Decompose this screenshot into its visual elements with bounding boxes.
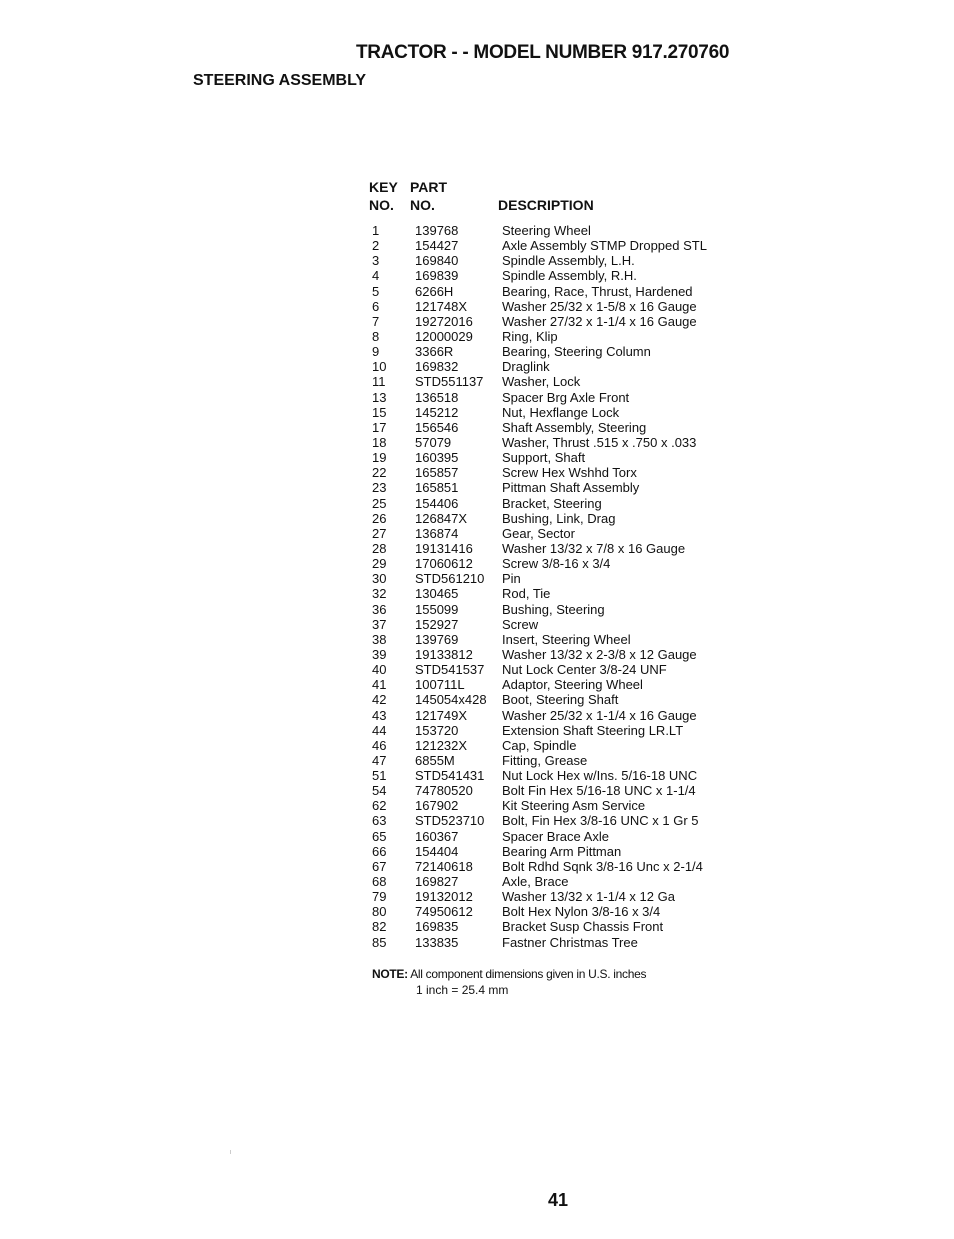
key-number: 1 xyxy=(372,223,380,238)
table-row xyxy=(372,708,752,723)
table-row xyxy=(372,813,752,828)
table-row xyxy=(372,829,752,844)
key-number: 8 xyxy=(372,328,380,344)
table-row xyxy=(372,919,752,934)
part-description: Fitting, Grease xyxy=(502,752,588,768)
scan-mark xyxy=(230,1150,231,1154)
part-description: Washer 25/32 x 1-5/8 x 16 Gauge xyxy=(502,298,697,314)
table-row xyxy=(372,753,752,768)
key-number: 5 xyxy=(372,283,380,299)
key-number: 65 xyxy=(372,828,387,844)
key-number: 25 xyxy=(372,495,387,511)
part-description: Bushing, Link, Drag xyxy=(502,510,616,526)
part-description: Nut, Hexflange Lock xyxy=(502,404,620,420)
part-number: 169832 xyxy=(415,359,459,375)
table-row xyxy=(372,526,752,541)
part-number: 17060612 xyxy=(415,556,473,572)
table-row xyxy=(372,556,752,571)
note xyxy=(372,966,646,982)
table-row xyxy=(372,405,752,420)
table-row xyxy=(372,253,752,268)
table-row xyxy=(372,450,752,465)
key-number: 46 xyxy=(372,737,387,753)
part-description: Washer, Lock xyxy=(502,374,581,390)
part-description: Cap, Spindle xyxy=(502,737,577,753)
key-number: 68 xyxy=(372,874,387,890)
part-description: Washer 13/32 x 7/8 x 16 Gauge xyxy=(502,540,686,556)
part-number: 74950612 xyxy=(415,904,473,920)
part-description: Adaptor, Steering Wheel xyxy=(502,677,643,693)
part-number: 169839 xyxy=(415,268,459,284)
part-number: 152927 xyxy=(415,616,459,632)
part-number: 3366R xyxy=(415,344,454,360)
key-number: 3 xyxy=(372,253,380,269)
key-number: 47 xyxy=(372,752,387,768)
table-row xyxy=(372,647,752,662)
part-description: Gear, Sector xyxy=(502,525,575,541)
part-description: Bearing, Race, Thrust, Hardened xyxy=(502,283,693,299)
part-number: 19133812 xyxy=(415,646,473,662)
part-number: STD551137 xyxy=(415,374,484,390)
part-description: Spindle Assembly, L.H. xyxy=(502,253,635,269)
part-number: 133835 xyxy=(415,934,459,950)
key-number: 32 xyxy=(372,586,387,602)
part-number: 72140618 xyxy=(415,858,473,874)
part-number: 165857 xyxy=(415,465,459,481)
key-number: 66 xyxy=(372,843,387,859)
part-description: Pittman Shaft Assembly xyxy=(502,480,640,496)
key-number: 42 xyxy=(372,692,387,708)
part-description: Washer, Thrust .515 x .750 x .033 xyxy=(502,434,697,450)
part-number: 6855M xyxy=(415,752,455,768)
part-description: Washer 25/32 x 1-1/4 x 16 Gauge xyxy=(502,707,697,723)
key-number: 54 xyxy=(372,783,387,799)
table-row xyxy=(372,662,752,677)
part-number: 169835 xyxy=(415,919,459,935)
part-number: 139769 xyxy=(415,631,459,647)
part-description: Spacer Brg Axle Front xyxy=(502,389,630,405)
part-number: STD541431 xyxy=(415,768,485,784)
part-number: STD523710 xyxy=(415,813,485,829)
key-number: 22 xyxy=(372,465,387,481)
part-description: Bearing, Steering Column xyxy=(502,344,651,360)
part-number: 6266H xyxy=(415,283,454,299)
part-description: Bracket Susp Chassis Front xyxy=(502,919,664,935)
key-number: 23 xyxy=(372,480,387,496)
part-description: Axle Assembly STMP Dropped STL xyxy=(502,238,707,254)
key-number: 62 xyxy=(372,798,387,814)
key-number: 6 xyxy=(372,298,380,314)
table-row xyxy=(372,314,752,329)
part-description: Shaft Assembly, Steering xyxy=(502,419,647,435)
table-row xyxy=(372,632,752,647)
table-row xyxy=(372,798,752,813)
table-row xyxy=(372,844,752,859)
part-number: 155099 xyxy=(415,601,459,617)
table-row xyxy=(372,420,752,435)
table-row xyxy=(372,390,752,405)
key-number: 19 xyxy=(372,450,387,466)
part-number: 136874 xyxy=(415,525,459,541)
part-description: Nut Lock Hex w/Ins. 5/16-18 UNC xyxy=(502,768,698,784)
part-description: Boot, Steering Shaft xyxy=(502,692,619,708)
part-description: Ring, Klip xyxy=(502,328,558,344)
key-number: 36 xyxy=(372,601,387,617)
key-number: 30 xyxy=(372,571,387,587)
part-description: Bracket, Steering xyxy=(502,495,602,511)
table-row xyxy=(372,738,752,753)
part-description: Extension Shaft Steering LR.LT xyxy=(502,722,684,738)
part-number: 154406 xyxy=(415,495,459,511)
key-number: 39 xyxy=(372,646,387,662)
key-number: 11 xyxy=(372,374,386,390)
part-number: 160395 xyxy=(415,450,459,466)
part-description: Bearing Arm Pittman xyxy=(502,843,622,859)
key-number: 43 xyxy=(372,707,387,723)
key-number: 7 xyxy=(372,313,380,329)
col-description-header: DESCRIPTION xyxy=(498,197,594,213)
note-text: All component dimensions given in U.S. inches xyxy=(407,967,647,981)
table-row xyxy=(372,268,752,283)
key-number: 85 xyxy=(372,934,387,950)
key-number: 15 xyxy=(372,404,387,420)
key-number: 44 xyxy=(372,722,387,738)
table-row xyxy=(372,284,752,299)
table-row xyxy=(372,299,752,314)
part-description: Bolt Rdhd Sqnk 3/8-16 Unc x 2-1/4 xyxy=(502,858,703,874)
part-number: 57079 xyxy=(415,434,452,450)
table-row xyxy=(372,768,752,783)
key-number: 67 xyxy=(372,858,387,874)
part-number: 167902 xyxy=(415,798,459,814)
table-row xyxy=(372,617,752,632)
table-row xyxy=(372,238,752,253)
part-description: Spacer Brace Axle xyxy=(502,828,609,844)
key-number: 13 xyxy=(372,389,387,405)
table-row xyxy=(372,586,752,601)
table-row xyxy=(372,904,752,919)
part-description: Screw 3/8-16 x 3/4 xyxy=(502,556,611,572)
part-number: 154404 xyxy=(415,843,459,859)
part-number: 156546 xyxy=(415,419,459,435)
table-row xyxy=(372,602,752,617)
table-row xyxy=(372,677,752,692)
table-row xyxy=(372,344,752,359)
key-number: 10 xyxy=(372,359,387,375)
key-number: 17 xyxy=(372,419,387,435)
part-number: STD541537 xyxy=(415,662,485,678)
key-number: 28 xyxy=(372,540,387,556)
key-number: 37 xyxy=(372,616,387,632)
part-description: Bolt Fin Hex 5/16-18 UNC x 1-1/4 xyxy=(502,783,696,799)
section-title: STEERING ASSEMBLY xyxy=(193,72,367,89)
table-row xyxy=(372,874,752,889)
part-number: 12000029 xyxy=(415,328,473,344)
note-conversion: 1 inch = 25.4 mm xyxy=(416,983,509,997)
part-number: 19131416 xyxy=(415,540,473,556)
key-number: 40 xyxy=(372,662,387,678)
table-row xyxy=(372,571,752,586)
table-row xyxy=(372,480,752,495)
part-number: 145212 xyxy=(415,404,459,420)
col-part-header-1: PART xyxy=(410,179,448,195)
table-row xyxy=(372,465,752,480)
page-title: TRACTOR - - MODEL NUMBER 917.270760 xyxy=(356,42,730,63)
key-number: 9 xyxy=(372,344,380,360)
table-row xyxy=(372,359,752,374)
key-number: 82 xyxy=(372,919,387,935)
part-number: 160367 xyxy=(415,828,459,844)
table-row xyxy=(372,783,752,798)
key-number: 63 xyxy=(372,813,387,829)
part-number: 153720 xyxy=(415,722,459,738)
table-row xyxy=(372,935,752,950)
table-row xyxy=(372,859,752,874)
part-description: Bushing, Steering xyxy=(502,601,605,617)
parts-list xyxy=(372,223,752,950)
part-number: 145054x428 xyxy=(415,692,487,708)
part-number: 121749X xyxy=(415,707,468,723)
part-number: 121748X xyxy=(415,298,468,314)
part-description: Screw Hex Wshhd Torx xyxy=(502,465,637,481)
part-description: Washer 13/32 x 1-1/4 x 12 Ga xyxy=(502,889,675,905)
table-row xyxy=(372,889,752,904)
part-description: Axle, Brace xyxy=(502,874,569,890)
part-number: 121232X xyxy=(415,737,468,753)
key-number: 27 xyxy=(372,525,387,541)
key-number: 18 xyxy=(372,434,387,450)
part-number: 139768 xyxy=(415,223,459,238)
table-row xyxy=(372,374,752,389)
note-label: NOTE: xyxy=(372,967,408,981)
part-description: Screw xyxy=(502,616,539,632)
part-description: Nut Lock Center 3/8-24 UNF xyxy=(502,662,667,678)
part-number: 126847X xyxy=(415,510,468,526)
table-row xyxy=(372,435,752,450)
part-description: Washer 27/32 x 1-1/4 x 16 Gauge xyxy=(502,313,697,329)
part-number: 154427 xyxy=(415,238,459,254)
col-part-header-2: NO. xyxy=(410,197,435,213)
key-number: 79 xyxy=(372,889,387,905)
table-row xyxy=(372,511,752,526)
part-number: 165851 xyxy=(415,480,459,496)
key-number: 51 xyxy=(372,768,387,784)
part-number: 169840 xyxy=(415,253,459,269)
part-description: Washer 13/32 x 2-3/8 x 12 Gauge xyxy=(502,646,697,662)
part-number: STD561210 xyxy=(415,571,485,587)
col-key-header-1: KEY xyxy=(369,179,398,195)
part-description: Support, Shaft xyxy=(502,450,586,466)
table-row xyxy=(372,496,752,511)
table-row xyxy=(372,723,752,738)
page-number: 41 xyxy=(548,1190,569,1210)
table-row xyxy=(372,541,752,556)
part-number: 19132012 xyxy=(415,889,473,905)
table-row xyxy=(372,329,752,344)
key-number: 26 xyxy=(372,510,387,526)
key-number: 4 xyxy=(372,268,380,284)
key-number: 41 xyxy=(372,677,387,693)
part-number: 74780520 xyxy=(415,783,473,799)
part-number: 169827 xyxy=(415,874,459,890)
key-number: 80 xyxy=(372,904,387,920)
part-description: Fastner Christmas Tree xyxy=(502,934,638,950)
part-description: Pin xyxy=(502,571,521,587)
part-description: Bolt, Fin Hex 3/8-16 UNC x 1 Gr 5 xyxy=(502,813,699,829)
part-description: Rod, Tie xyxy=(502,586,551,602)
part-number: 19272016 xyxy=(415,313,473,329)
part-description: Insert, Steering Wheel xyxy=(502,631,631,647)
col-key-header-2: NO. xyxy=(369,197,394,213)
table-row xyxy=(372,692,752,707)
key-number: 2 xyxy=(372,238,380,254)
key-number: 38 xyxy=(372,631,387,647)
part-description: Draglink xyxy=(502,359,550,375)
part-number: 136518 xyxy=(415,389,459,405)
part-description: Kit Steering Asm Service xyxy=(502,798,646,814)
part-description: Bolt Hex Nylon 3/8-16 x 3/4 xyxy=(502,904,661,920)
table-row xyxy=(372,223,752,238)
part-description: Steering Wheel xyxy=(502,223,591,238)
part-number: 100711L xyxy=(415,677,465,693)
key-number: 29 xyxy=(372,556,387,572)
part-description: Spindle Assembly, R.H. xyxy=(502,268,637,284)
part-number: 130465 xyxy=(415,586,459,602)
